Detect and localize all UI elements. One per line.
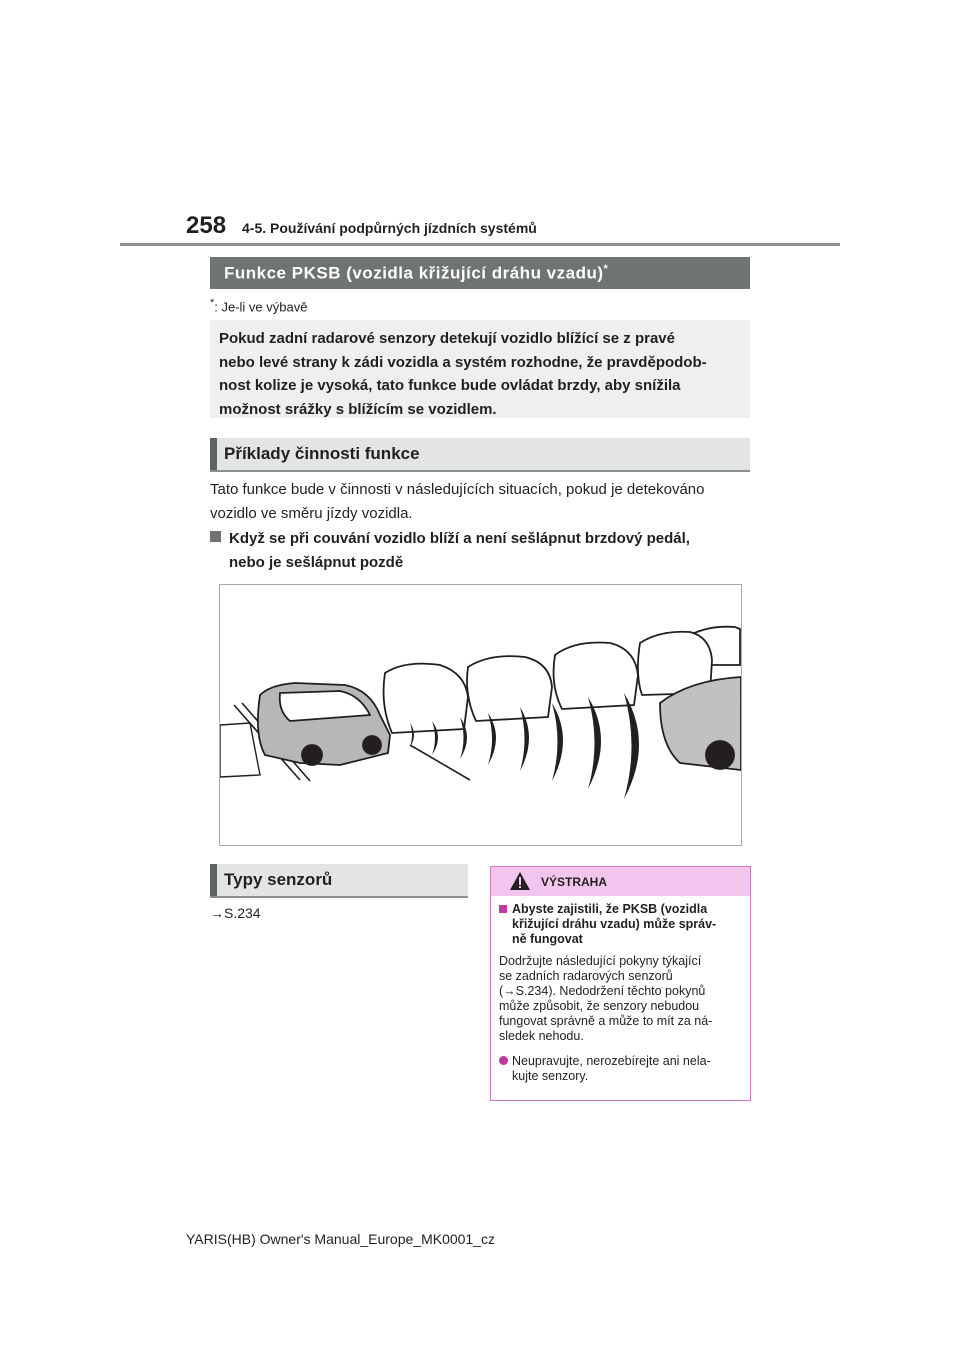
warning-line: (→S.234). Nedodržení těchto pokynů: [499, 984, 706, 998]
warning-box: [490, 866, 751, 1101]
warning-triangle-icon: [509, 871, 531, 891]
footnote-marker: *: [210, 297, 215, 309]
section-heading-title: Typy senzorů: [224, 870, 333, 889]
warning-item-line: křižující dráhu vzadu) může správ-: [512, 917, 717, 931]
example-item-line: nebo je sešlápnut pozdě: [229, 553, 404, 571]
warning-bullet: [499, 1054, 747, 1084]
square-bullet-icon: [210, 531, 221, 542]
warning-item-line: Abyste zajistili, že PKSB (vozidla: [512, 902, 708, 916]
intro-text: [219, 327, 744, 421]
page-reference-link[interactable]: →S.234: [210, 905, 261, 921]
section-heading-title: Funkce PKSB (vozidla křižující dráhu vzadu): [224, 263, 604, 283]
warning-header: [491, 867, 750, 896]
section-heading-pksb: [210, 257, 750, 289]
parking-scene-graphic: [220, 585, 741, 845]
warning-line: fungovat správně a může to mít za ná-: [499, 1014, 713, 1028]
chapter-title: 4-5. Používání podpůrných jízdních systémů: [242, 220, 537, 236]
rear-cross-traffic-illustration: [219, 584, 742, 846]
footnote-marker: *: [603, 263, 609, 275]
warning-line: sledek nehodu.: [499, 1029, 584, 1043]
body-line: vozidlo ve směru jízdy vozidla.: [210, 504, 413, 522]
section-heading-sensors: [210, 864, 468, 898]
section-heading-title: Příklady činnosti funkce: [224, 444, 420, 463]
examples-body: [210, 478, 750, 525]
example-item: [210, 527, 750, 574]
warning-paragraph: [499, 954, 747, 1044]
intro-line: nost kolize je vysoká, tato funkce bude ovládat brzdy, aby snížila: [219, 377, 681, 394]
section-heading-examples: [210, 438, 750, 472]
warning-line: může způsobit, že senzory nebudou: [499, 999, 700, 1013]
warning-item-line: ně fungovat: [512, 932, 583, 946]
warning-line: se zadních radarových senzorů: [499, 969, 673, 983]
warning-label: VÝSTRAHA: [541, 875, 608, 889]
square-bullet-icon: [499, 905, 507, 913]
round-bullet-icon: [499, 1056, 508, 1065]
heading-bar: [210, 438, 217, 470]
header-divider: [120, 243, 840, 246]
warning-content: [499, 902, 747, 1084]
warning-item: [499, 902, 747, 947]
intro-box: [210, 320, 750, 418]
intro-line: nebo levé strany k zádi vozidla a systém rozhodne, že pravděpodob-: [219, 353, 707, 371]
intro-line: možnost srážky s blížícím se vozidlem.: [219, 400, 497, 418]
body-line: Tato funkce bude v činnosti v následujících situacích, pokud je detekováno: [210, 481, 705, 498]
warning-bullet-line: kujte senzory.: [512, 1069, 589, 1083]
footer-text: YARIS(HB) Owner's Manual_Europe_MK0001_cz: [186, 1231, 495, 1247]
page-number: 258: [186, 212, 227, 239]
warning-bullet-line: Neupravujte, nerozebírejte ani nela-: [512, 1054, 711, 1068]
example-item-line: Když se při couvání vozidlo blíží a není sešlápnut brzdový pedál,: [229, 530, 690, 547]
heading-bar: [210, 864, 217, 896]
warning-line: Dodržujte následující pokyny týkající: [499, 954, 702, 968]
availability-note: [210, 297, 307, 314]
intro-line: Pokud zadní radarové senzory detekují vozidlo blížící se z pravé: [219, 330, 675, 347]
availability-note-text: : Je-li ve výbavě: [214, 299, 308, 315]
